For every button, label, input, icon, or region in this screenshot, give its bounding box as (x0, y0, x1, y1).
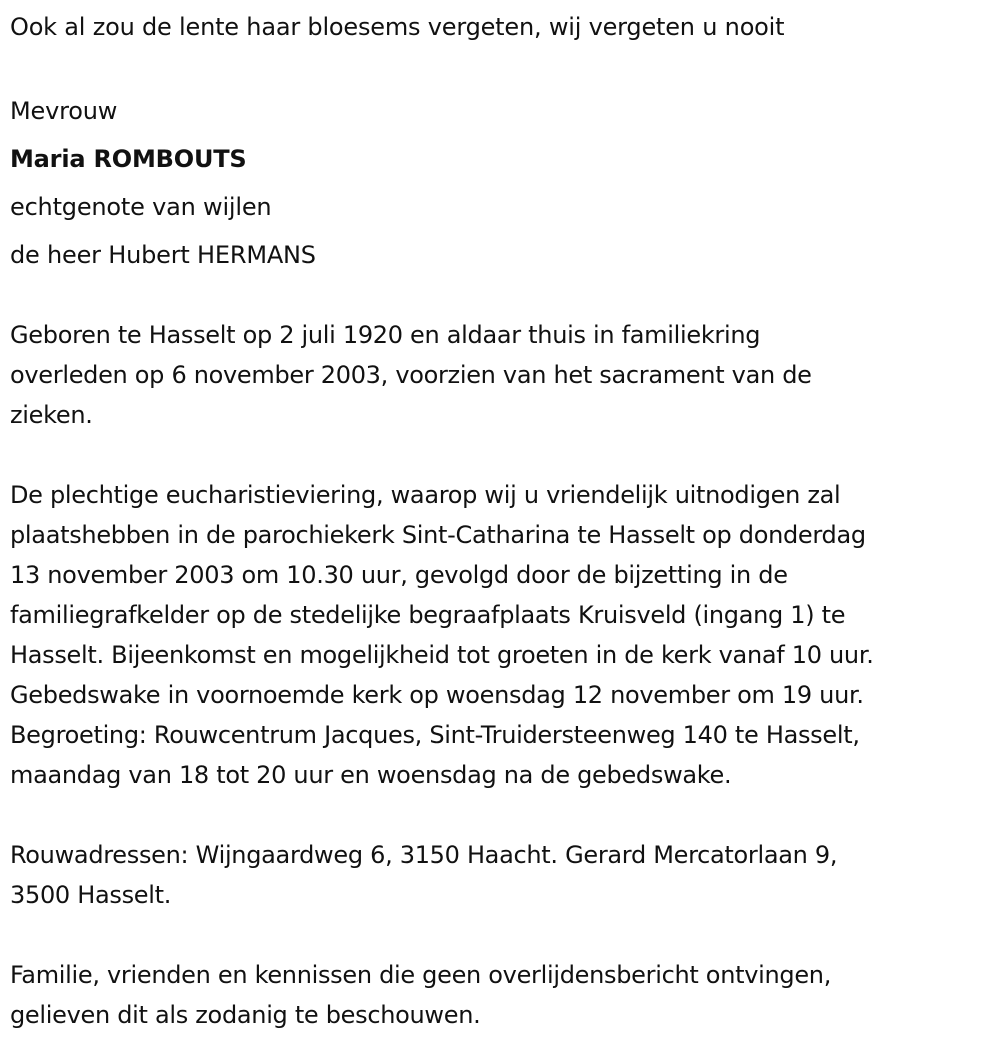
paragraph-line: Begroeting: Rouwcentrum Jacques, Sint-Truidersteenweg 140 te Hasselt, (10, 721, 860, 749)
paragraph-line: zieken. (10, 401, 93, 429)
paragraph-line: De plechtige eucharistieviering, waarop wij u vriendelijk uitnodigen zal (10, 481, 841, 509)
paragraph-line: overleden op 6 november 2003, voorzien van het sacrament van de (10, 361, 812, 389)
relation-text: echtgenote van wijlen (10, 193, 272, 221)
paragraph-line: maandag van 18 tot 20 uur en woensdag na de gebedswake. (10, 761, 732, 789)
spacer (10, 915, 1000, 955)
paragraph-line: Geboren te Hasselt op 2 juli 1920 en aldaar thuis in familiekring (10, 321, 761, 349)
paragraph-line: Hasselt. Bijeenkomst en mogelijkheid tot groeten in de kerk vanaf 10 uur. (10, 641, 874, 669)
paragraph-line: Gebedswake in voornoemde kerk op woensdag 12 november om 19 uur. (10, 681, 864, 709)
memorial-quote: Ook al zou de lente haar bloesems vergeten, wij vergeten u nooit (10, 13, 785, 41)
birth-death-paragraph (10, 315, 1000, 435)
spacer (10, 435, 1000, 475)
paragraph-line: plaatshebben in de parochiekerk Sint-Catharina te Hasselt op donderdag (10, 521, 866, 549)
addresses-paragraph (10, 835, 1000, 915)
spouse-name: de heer Hubert HERMANS (10, 241, 316, 269)
honorific: Mevrouw (10, 97, 118, 125)
paragraph-line: 13 november 2003 om 10.30 uur, gevolgd door de bijzetting in de (10, 561, 788, 589)
paragraph-line: familiegrafkelder op de stedelijke begraafplaats Kruisveld (ingang 1) te (10, 601, 846, 629)
spacer (10, 279, 1000, 315)
deceased-name: Maria ROMBOUTS (10, 145, 247, 173)
paragraph-line: Rouwadressen: Wijngaardweg 6, 3150 Haacht. Gerard Mercatorlaan 9, (10, 841, 838, 869)
spacer (10, 47, 1000, 87)
paragraph-line: 3500 Hasselt. (10, 881, 172, 909)
ceremony-paragraph (10, 475, 1000, 795)
closing-paragraph (10, 955, 1000, 1035)
paragraph-line: Familie, vrienden en kennissen die geen overlijdensbericht ontvingen, (10, 961, 832, 989)
spacer (10, 795, 1000, 835)
paragraph-line: gelieven dit als zodanig te beschouwen. (10, 1001, 481, 1029)
